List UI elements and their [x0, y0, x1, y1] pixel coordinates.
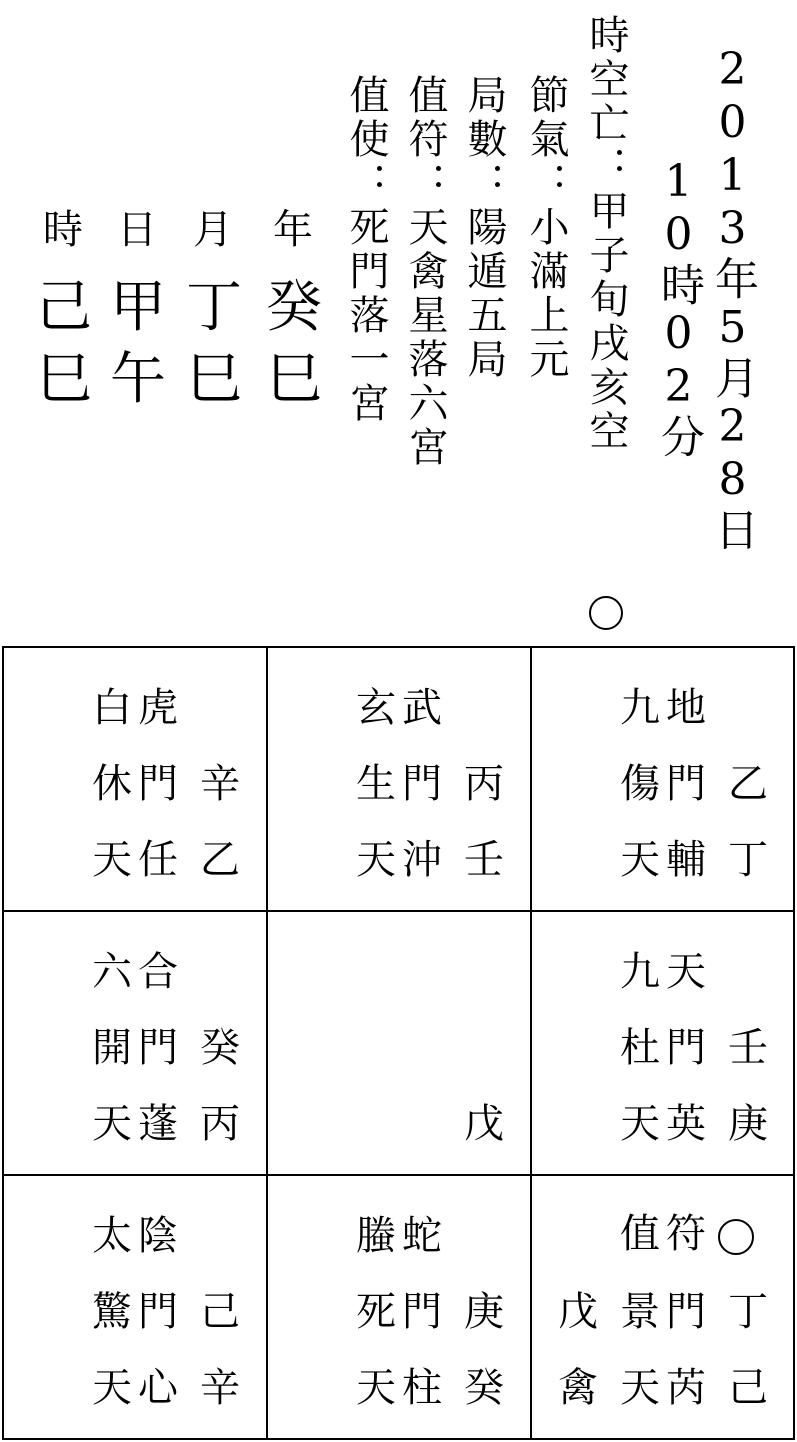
palace-bottom-left [4, 1176, 268, 1438]
star-stem: 丙 [200, 1101, 246, 1147]
door: 傷門 [620, 761, 712, 807]
door-stem: 丙 [464, 761, 510, 807]
hour-void: 時空亡：甲子旬戌亥空 [583, 14, 629, 454]
door-stem: 壬 [728, 1025, 774, 1071]
star: 天蓬 [92, 1101, 184, 1147]
deity: 六合 [92, 949, 184, 995]
pillar-hour-stem: 己 [36, 275, 92, 340]
palace-top-left [4, 648, 268, 912]
door-stem: 丁 [728, 1289, 774, 1335]
palace-mid-right [532, 912, 793, 1176]
door-stem: 庚 [464, 1289, 510, 1335]
door: 開門 [92, 1025, 184, 1071]
pillar-day-stem: 甲 [110, 275, 166, 340]
ju-number: 局數：陽遁五局 [461, 74, 507, 382]
deity: 螣蛇 [356, 1213, 448, 1259]
center-stem: 戊 [464, 1101, 510, 1147]
star: 天輔 [620, 837, 712, 883]
palace-bottom-right [532, 1176, 793, 1438]
palace-mid-left [4, 912, 268, 1176]
door-stem: 乙 [728, 761, 774, 807]
void-circle-icon [718, 1219, 754, 1255]
deity: 太陰 [92, 1213, 184, 1259]
pillar-year-stem: 癸 [266, 275, 322, 340]
palace-center [268, 912, 532, 1176]
star: 天芮 [620, 1365, 712, 1411]
star-stem: 壬 [464, 837, 510, 883]
pillar-year-branch: 巳 [266, 347, 322, 412]
star: 天柱 [356, 1365, 448, 1411]
star-stem: 庚 [728, 1101, 774, 1147]
star-stem: 乙 [200, 837, 246, 883]
deity: 白虎 [92, 685, 184, 731]
star: 天心 [92, 1365, 184, 1411]
door-stem: 己 [200, 1289, 246, 1335]
star: 天任 [92, 837, 184, 883]
pillar-day-branch: 午 [110, 347, 166, 412]
deity: 九地 [620, 685, 712, 731]
pillar-hour-label: 時 [43, 207, 83, 253]
star-stem: 辛 [200, 1365, 246, 1411]
pillar-month-stem: 丁 [186, 275, 242, 340]
deity: 九天 [620, 949, 712, 995]
palace-bottom-mid [268, 1176, 532, 1438]
zhi-fu: 值符：天禽星落六宮 [402, 74, 448, 470]
pillar-month-label: 月 [193, 207, 233, 253]
extra-stem: 戊 [558, 1289, 604, 1335]
solar-term: 節氣：小滿上元 [523, 74, 569, 382]
extra-star: 禽 [558, 1365, 604, 1411]
door-stem: 辛 [200, 761, 246, 807]
door: 休門 [92, 761, 184, 807]
palace-top-mid [268, 648, 532, 912]
door: 死門 [356, 1289, 448, 1335]
star-stem: 癸 [464, 1365, 510, 1411]
door-stem: 癸 [200, 1025, 246, 1071]
void-circle-icon [589, 596, 623, 630]
zhi-shi: 值使：死門落一宮 [343, 74, 389, 426]
deity: 玄武 [356, 685, 448, 731]
palace-top-right [532, 648, 793, 912]
door: 景門 [620, 1289, 712, 1335]
star: 天沖 [356, 837, 448, 883]
pillar-year-label: 年 [273, 207, 313, 253]
chart-date: 2013年5月28日 [707, 44, 758, 553]
door: 杜門 [620, 1025, 712, 1071]
deity-label: 值符 [620, 1211, 712, 1257]
pillar-hour-branch: 巳 [36, 347, 92, 412]
chart-time: 10時02分 [653, 156, 704, 460]
pillar-month-branch: 巳 [186, 347, 242, 412]
star: 天英 [620, 1101, 712, 1147]
door: 生門 [356, 761, 448, 807]
star-stem: 丁 [728, 837, 774, 883]
star-stem: 己 [728, 1365, 774, 1411]
door: 驚門 [92, 1289, 184, 1335]
pillar-day-label: 日 [117, 207, 157, 253]
nine-palace-grid [2, 646, 795, 1440]
deity [620, 1211, 754, 1257]
